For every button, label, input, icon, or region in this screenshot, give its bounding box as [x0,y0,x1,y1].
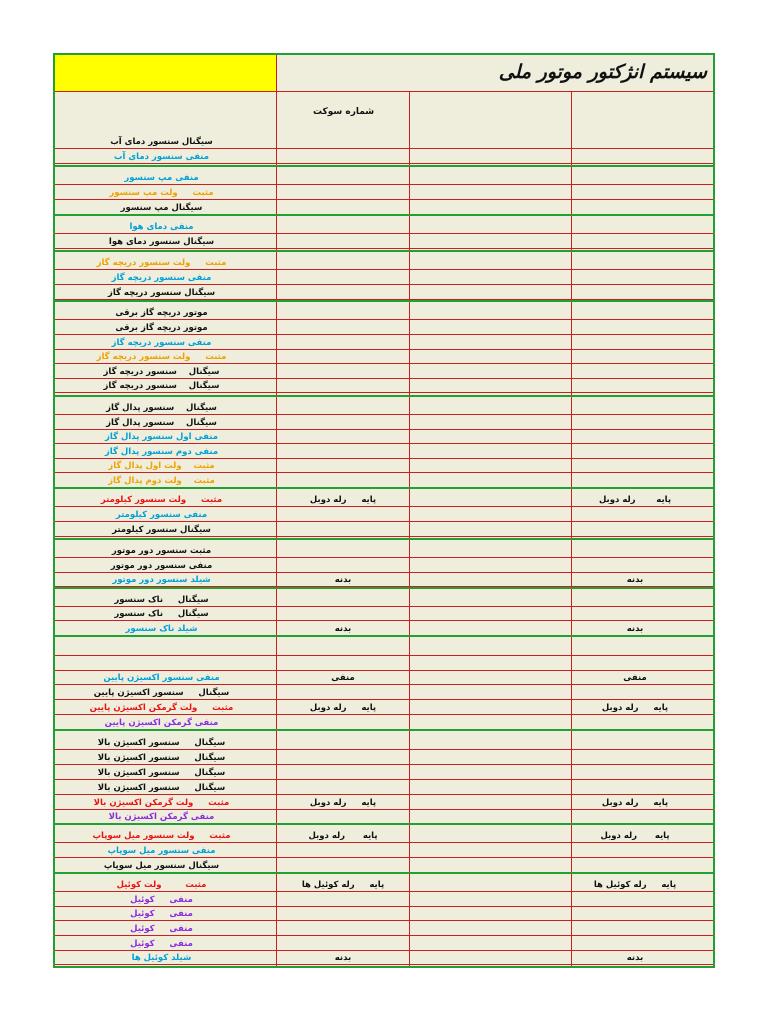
row-label: مثبت ولت سنسور کیلومتر [100,495,223,505]
connection-cell: منفی [331,673,355,683]
row-divider [55,842,713,843]
group-separator [55,487,713,489]
connection-cell: بدنه [334,575,352,585]
connector-table [53,53,715,968]
row-label: سیگنال سنسور اکسیژن بالا [97,753,226,763]
row-divider [55,269,713,270]
group-separator [55,823,713,825]
row-divider [55,506,713,507]
connection-cell: پایه رله دوبل [309,495,377,505]
row-divider [55,536,713,537]
group-separator [55,214,713,216]
row-divider [55,714,713,715]
row-label: سیگنال سنسور اکسیژن پایین [93,688,230,698]
row-label [55,657,268,671]
group-separator [55,729,713,731]
row-divider [55,233,713,234]
group-separator [55,395,713,397]
connection-cell: بدنه [626,953,644,963]
row-label: سیگنال ناک سنسور [114,609,209,619]
row-divider [55,334,713,335]
connection-cell: پایه رله دوبل [600,831,670,841]
row-divider [55,184,713,185]
row-label: سیگنال سنسور دریچه گاز [103,367,220,377]
row-label: منفی کوئیل [130,939,193,949]
row-label: منفی سنسور دریچه گاز [111,273,212,283]
connection-cell: پایه رله کوئیل ها [301,880,385,890]
row-divider [55,964,713,965]
connection-cell: پایه رله دوبل [308,831,378,841]
row-divider [55,199,713,200]
row-divider [55,248,713,249]
row-label: منفی سنسور دریچه گاز [111,338,212,348]
row-divider [55,163,713,164]
connection-cell: پایه رله دوبل [601,798,669,808]
row-label: موتور دریچه گاز برقی [115,323,208,333]
row-divider [55,764,713,765]
row-label: منفی سنسور کیلومتر [115,510,208,520]
row-label: سیگنال سنسور میل سوپاپ [103,861,220,871]
group-separator [55,587,713,589]
row-divider [55,284,713,285]
group-separator [55,165,713,167]
connection-cell: بدنه [334,953,352,963]
row-divider [55,857,713,858]
row-label: سیگنال ناک سنسور [114,595,209,605]
row-label: منفی کوئیل [130,895,193,905]
row-label: سیگنال سنسور دریچه گاز [107,288,216,298]
row-divider [55,91,713,92]
row-divider [55,794,713,795]
row-label: منفی گرمکن اکسیژن پایین [104,718,219,728]
row-divider [55,749,713,750]
row-divider [55,606,713,607]
connection-cell: پایه رله دوبل [598,495,672,505]
column-divider [409,91,410,966]
row-label: سیگنال سنسور اکسیژن بالا [97,738,226,748]
row-label: منفی سنسور دور موتور [110,561,213,571]
row-divider [55,891,713,892]
row-label: منفی کوئیل [130,924,193,934]
row-divider [55,349,713,350]
row-divider [55,699,713,700]
row-divider [55,572,713,573]
group-separator [55,250,713,252]
row-divider [55,906,713,907]
row-label: شیلد کوئیل ها [131,953,192,963]
connection-cell: پایه رله کوئیل ها [593,880,677,890]
row-label: شیلد ناک سنسور [125,624,198,634]
connection-cell: بدنه [334,624,352,634]
row-divider [55,920,713,921]
row-label: مثبت ولت کوئیل [116,880,207,890]
row-label: سیگنال مپ سنسور [120,203,203,213]
row-label: مثبت ولت گرمکن اکسیژن بالا [93,798,230,808]
row-label: منفی کوئیل [130,909,193,919]
row-divider [55,670,713,671]
row-label: مثبت سنسور دور موتور [111,546,212,556]
connection-cell: منفی [623,673,647,683]
row-divider [55,363,713,364]
row-label: سیگنال سنسور دمای هوا [108,237,215,247]
row-divider [55,443,713,444]
connection-cell: پایه رله دوبل [309,798,377,808]
group-separator [55,635,713,637]
row-divider [55,620,713,621]
row-label: منفی مپ سنسور [124,173,199,183]
row-divider [55,392,713,393]
row-divider [55,378,713,379]
row-divider [55,472,713,473]
row-label: منفی دوم سنسور پدال گاز [104,447,219,457]
row-label: مثبت ولت سنسور دریچه گاز [96,352,227,362]
row-divider [55,148,713,149]
connection-cell: بدنه [626,624,644,634]
row-label: سیگنال سنسور کیلومتر [112,525,211,535]
row-label: مثبت ولت سنسور دریچه گاز [96,258,227,268]
row-divider [55,935,713,936]
group-separator [55,538,713,540]
row-label: سیگنال سنسور اکسیژن بالا [97,783,226,793]
connection-cell: بدنه [626,575,644,585]
row-divider [55,809,713,810]
row-label: سیگنال سنسور اکسیژن بالا [97,768,226,778]
row-divider [55,429,713,430]
group-separator [55,872,713,874]
page-title: سیستم انژکتور موتور ملی [498,61,707,83]
row-label: مثبت ولت اول پدال گاز [108,461,215,471]
row-label: سیگنال سنسور پدال گاز [106,403,217,413]
row-label: منفی سنسور میل سوپاپ [107,846,216,856]
row-label [55,642,268,656]
row-label: مثبت ولت سنسور میل سوپاپ [92,831,231,841]
row-label: سیگنال سنسور دریچه گاز [103,381,220,391]
row-divider [55,950,713,951]
connection-cell: پایه رله دوبل [601,703,669,713]
row-divider [55,684,713,685]
connection-cell: پایه رله دوبل [309,703,377,713]
highlight-cell [55,55,277,92]
row-label: منفی اول سنسور پدال گاز [105,432,218,442]
row-divider [55,414,713,415]
row-label: منفی سنسور دمای آب [113,152,210,162]
row-label: مثبت ولت مپ سنسور [109,188,214,198]
group-separator [55,300,713,302]
row-divider [55,521,713,522]
row-label: منفی گرمکن اکسیژن بالا [108,812,215,822]
row-label: شیلد سنسور دور موتور [112,575,211,585]
row-label: مثبت ولت گرمکن اکسیژن پایین [89,703,234,713]
column-divider [276,55,277,966]
row-label: مثبت ولت دوم پدال گاز [108,476,215,486]
row-label: منفی سنسور اکسیژن پایین [103,673,220,683]
row-label: موتور دریچه گاز برقی [115,308,208,318]
row-divider [55,319,713,320]
row-divider [55,458,713,459]
row-divider [55,557,713,558]
row-divider [55,779,713,780]
socket-number-header: شماره سوکت [313,107,375,117]
row-label: سیگنال سنسور پدال گاز [106,418,217,428]
row-label: سیگنال سنسور دمای آب [110,137,213,147]
row-divider [55,655,713,656]
row-label: منفی دمای هوا [129,222,194,232]
